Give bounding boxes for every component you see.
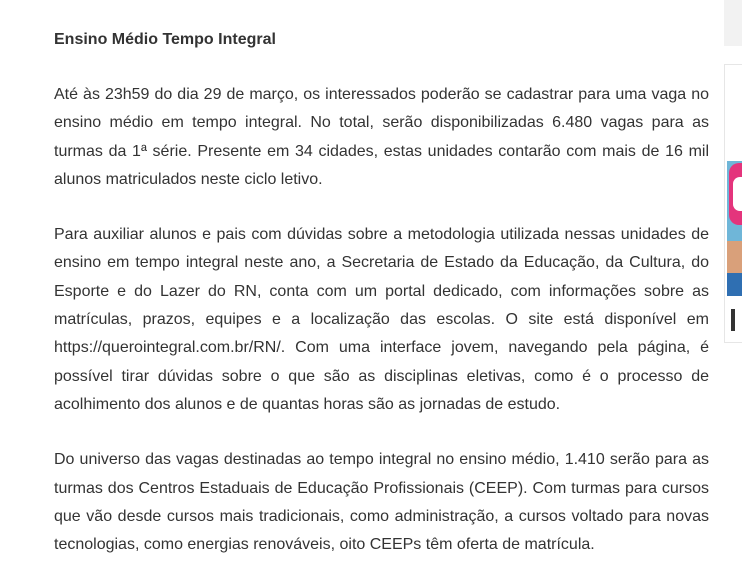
sidebar-news-title-fragment [731, 309, 735, 331]
paragraph-ceep: Do universo das vagas destinadas ao tempo integral no ensino médio, 1.410 serão para as turmas dos Centros Estaduais de Educação Profissionais (CEEP). Com turmas para cursos que vão desde cursos mais tradicionais, como administração, a cursos voltado para novas tecnologias, como energias renováveis, oito CEEPs têm oferta de matrícula. [54, 451, 709, 554]
sidebar-widget-top [724, 0, 742, 46]
paragraph-portal: Para auxiliar alunos e pais com dúvidas sobre a metodologia utilizada nessas unidades de ensino em tempo integral neste ano, a Secretaria de Estado da Educação, da Cultura, do Esporte e do Lazer do RN, conta com um portal dedicado, com informações sobre as matrículas, prazos, equipes e a localização das escolas. O site está disponível em https://querointegral.com.br/RN/. Com uma interface jovem, navegando pela página, é possível tirar dúvidas sobre o que são as disciplinas eletivas, como é o processo de acolhimento dos alunos e de quantas horas são as jornadas de estudo. [54, 226, 709, 413]
sidebar-news-thumbnail[interactable] [727, 161, 742, 296]
section-heading: Ensino Médio Tempo Integral [54, 31, 276, 48]
sidebar-news-card[interactable] [724, 64, 742, 343]
paragraph-registration: Até às 23h59 do dia 29 de março, os interessados poderão se cadastrar para uma vaga no ensino médio em tempo integral. No total, serão disponibilizadas 6.480 vagas para as turmas da 1ª série. Presente em 34 cidades, estas unidades contarão com mais de 16 mil alunos matriculados neste ciclo letivo. [54, 86, 709, 188]
article-body [54, 26, 709, 559]
